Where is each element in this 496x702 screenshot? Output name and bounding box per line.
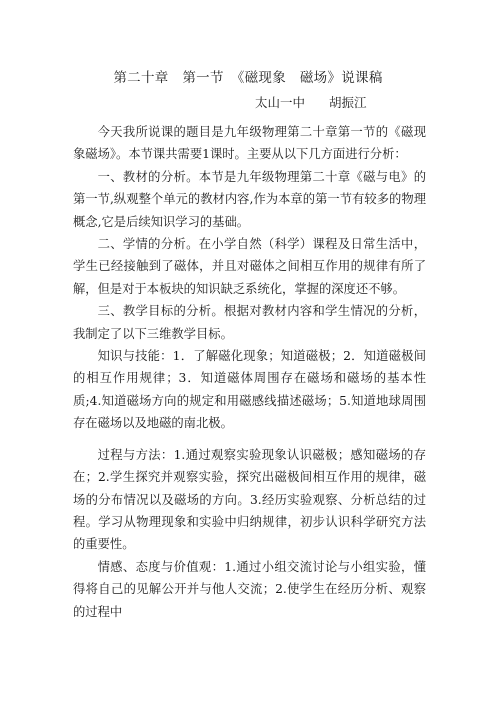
paragraph-student-analysis: 二、学情的分析。在小学自然（科学）课程及日常生活中，学生已经接触到了磁体，并且对磁体之间相互作用的规律有所了解，但是对于本板块的知识缺乏系统化，掌握的深度还不够。 xyxy=(73,237,426,296)
paragraph-teaching-goals: 三、教学目标的分析。根据对教材内容和学生情况的分析，我制定了以下三维教学目标。 xyxy=(73,304,426,341)
paragraph-process-methods: 过程与方法：1.通过观察实验现象认识磁极；感知磁场的存在；2.学生探究并观察实验，探究出磁极间相互作用的规律，磁场的分布情况以及磁场的方向。3.经历实验观察、分析总结的过程。学习从物理现象和实验中归纳规律，初步认识科学研究方法的重要性。 xyxy=(73,447,426,552)
paragraph-knowledge-skills: 知识与技能：1．了解磁化现象；知道磁极；2．知道磁极间的相互作用规律；3．知道磁体周围存在磁场和磁场的基本性质;4.知道磁场方向的规定和用磁感线描述磁场；5.知道地球周围存在磁场以及地磁的南北极。 xyxy=(73,349,426,431)
document-title: 第二十章 第一节 《磁现象 磁场》说课稿 xyxy=(113,70,383,86)
paragraph-textbook-analysis: 一、教材的分析。本节是九年级物理第二十章《磁与电》的第一节,纵观整个单元的教材内容,作为本章的第一节有较多的物理概念,它是后续知识学习的基础。 xyxy=(73,169,426,229)
paragraph-emotion-values: 情感、态度与价值观：1.通过小组交流讨论与小组实验，懂得将自己的见解公开并与他人交流；2.使学生在经历分析、观察的过程中 xyxy=(73,559,426,619)
paragraph-intro: 今天我所说课的题目是九年级物理第二十章第一节的《磁现象磁场》。本节课共需要1课时。主要从以下几方面进行分析： xyxy=(73,125,426,162)
author-name: 胡振江 xyxy=(329,95,367,110)
author-school: 太山一中 xyxy=(255,95,306,110)
author-line xyxy=(255,93,367,111)
document-body xyxy=(73,121,426,623)
